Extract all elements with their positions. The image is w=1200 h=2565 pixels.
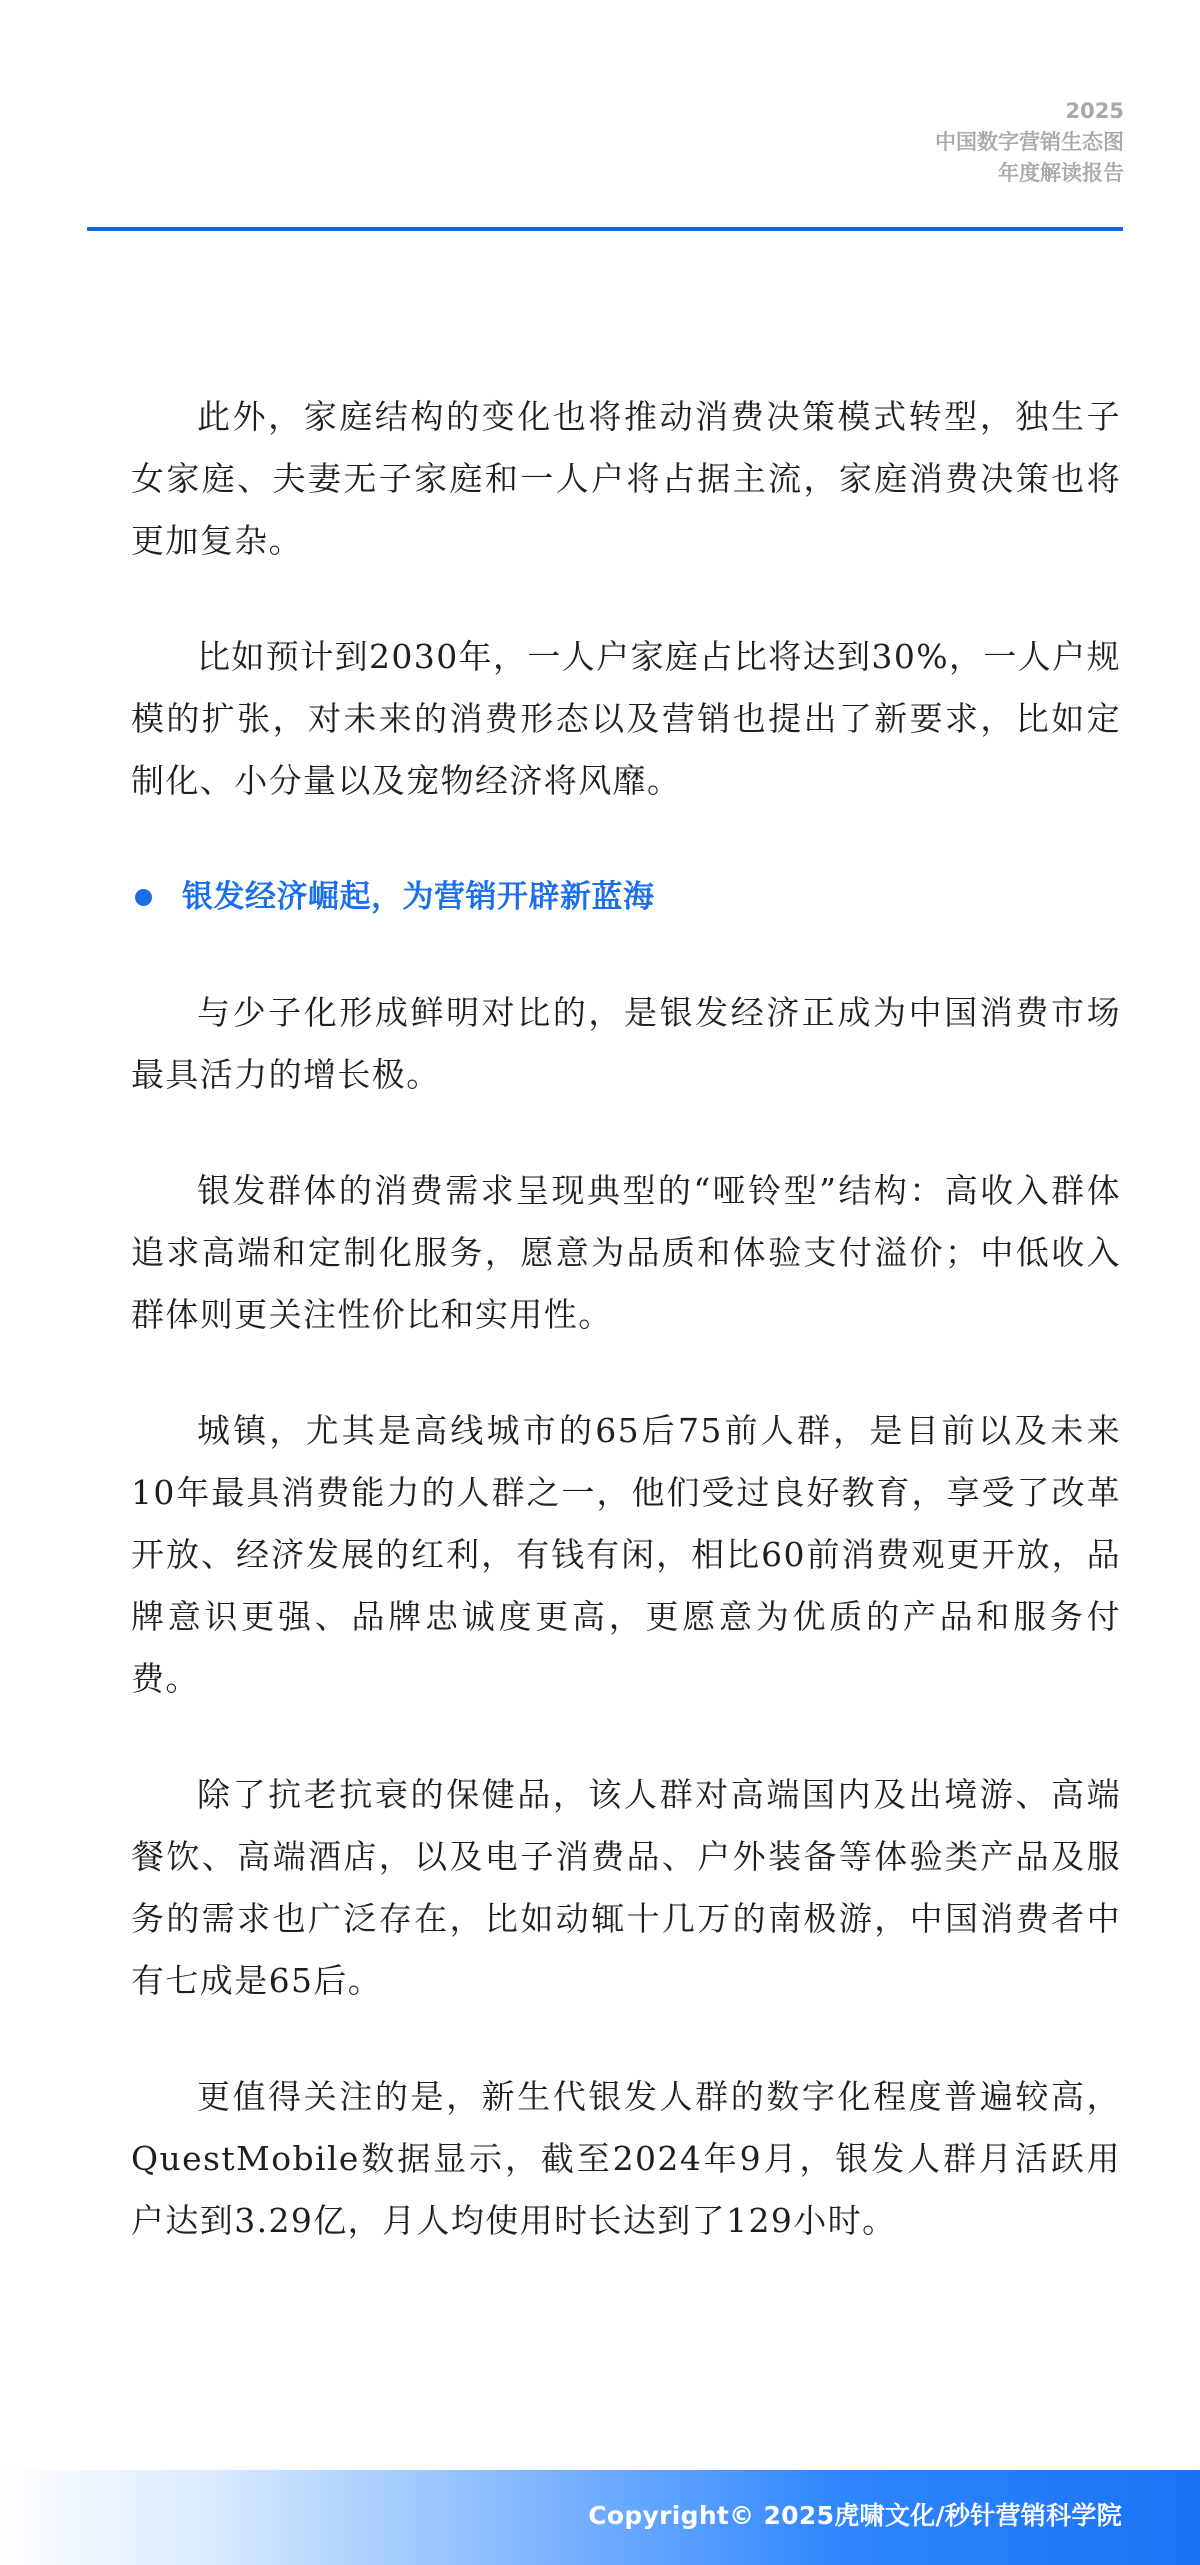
paragraph-single-households: 比如预计到2030年，一人户家庭占比将达到30%，一人户规模的扩张，对未来的消费形态以及营销也提出了新要求，比如定制化、小分量以及宠物经济将风靡。 [131, 637, 1121, 800]
section-title: 银发经济崛起，为营销开辟新蓝海 [182, 879, 655, 915]
header-title-line2: 年度解读报告 [998, 161, 1124, 185]
article-body [131, 386, 1121, 2252]
paragraph-dumbbell-structure: 银发群体的消费需求呈现典型的“哑铃型”结构：高收入群体追求高端和定制化服务，愿意为品质和体验支付溢价；中低收入群体则更关注性价比和实用性。 [131, 1171, 1121, 1334]
header-title-line1: 中国数字营销生态图 [935, 130, 1124, 154]
header-divider [87, 227, 1123, 231]
footer-copyright: Copyright© 2025虎啸文化/秒针营销科学院 [588, 2501, 1122, 2530]
paragraph-family-structure: 此外，家庭结构的变化也将推动消费决策模式转型，独生子女家庭、夫妻无子家庭和一人户将占据主流，家庭消费决策也将更加复杂。 [131, 397, 1121, 560]
paragraph-silver-economy: 与少子化形成鲜明对比的，是银发经济正成为中国消费市场最具活力的增长极。 [131, 993, 1121, 1094]
bullet-dot-icon [135, 889, 152, 906]
header-year: 2025 [1065, 99, 1124, 123]
report-header [935, 96, 1124, 189]
paragraph-demand-categories: 除了抗老抗衰的保健品，该人群对高端国内及出境游、高端餐饮、高端酒店，以及电子消费品、户外装备等体验类产品及服务的需求也广泛存在，比如动辄十几万的南极游，中国消费者中有七成是65后。 [131, 1775, 1121, 2000]
paragraph-digital-silver: 更值得关注的是，新生代银发人群的数字化程度普遍较高，QuestMobile数据显示，截至2024年9月，银发人群月活跃用户达到3.29亿，月人均使用时长达到了129小时。 [131, 2077, 1121, 2240]
section-heading [131, 866, 1121, 928]
paragraph-urban-cohort: 城镇，尤其是高线城市的65后75前人群，是目前以及未来10年最具消费能力的人群之一，他们受过良好教育，享受了改革开放、经济发展的红利，有钱有闲，相比60前消费观更开放，品牌意识更强、品牌忠诚度更高，更愿意为优质的产品和服务付费。 [131, 1411, 1121, 1698]
